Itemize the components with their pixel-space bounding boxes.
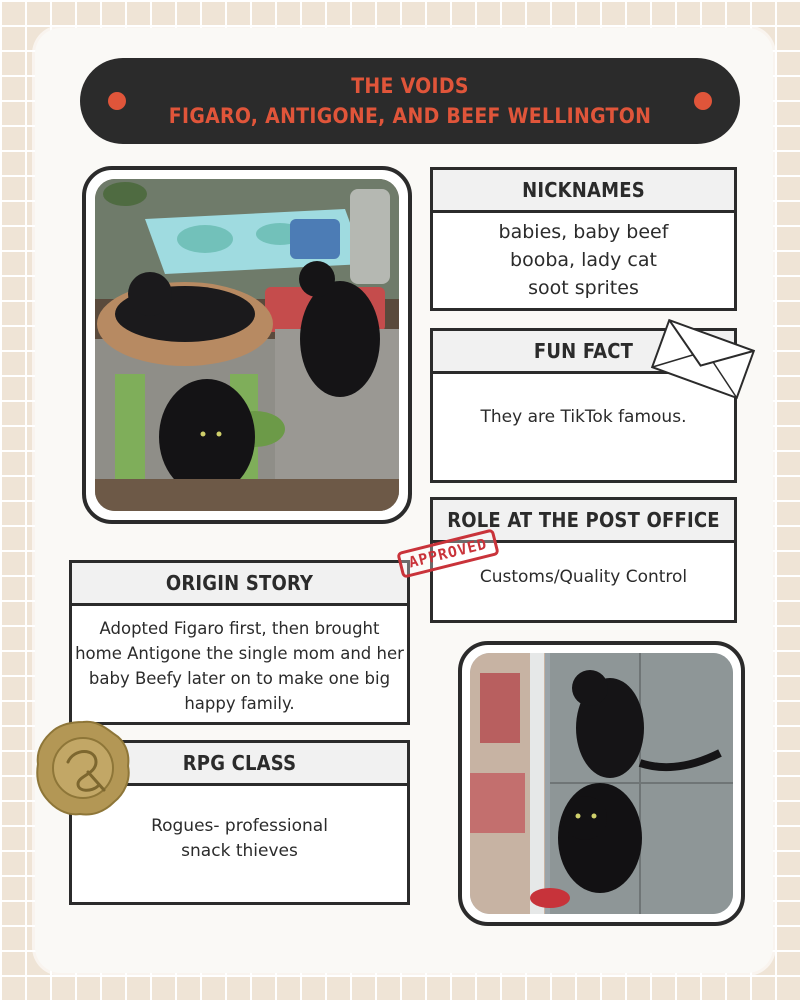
nicknames-body <box>433 213 734 302</box>
cats-on-tree-illustration <box>95 179 399 511</box>
banner-dot-left <box>108 92 126 110</box>
nicknames-heading: NICKNAMES <box>433 170 734 213</box>
cat-photo-2 <box>470 653 733 914</box>
nickname-line: soot sprites <box>528 277 639 299</box>
envelope-icon <box>648 318 758 400</box>
banner-title: THE VOIDS <box>351 74 469 98</box>
role-text: Customs/Quality Control <box>479 567 688 587</box>
approved-stamp-text: APPROVED <box>406 534 490 572</box>
fun-fact-heading: FUN FACT <box>433 331 734 374</box>
fun-fact-text: They are TikTok famous. <box>480 407 687 427</box>
origin-line: baby Beefy later on to make one big <box>88 669 391 688</box>
title-banner <box>80 58 740 144</box>
rpg-line: Rogues- professional <box>151 816 328 836</box>
origin-story-box <box>69 560 410 725</box>
rpg-class-heading: RPG CLASS <box>72 743 407 786</box>
role-heading: ROLE AT THE POST OFFICE <box>433 500 734 543</box>
cat-photo-frame-2 <box>458 641 745 926</box>
rpg-line: snack thieves <box>181 841 298 861</box>
banner-dot-right <box>694 92 712 110</box>
origin-line: Adopted Figaro first, then brought <box>99 619 380 638</box>
origin-story-body <box>72 606 407 716</box>
cats-by-door-illustration <box>470 653 733 914</box>
origin-line: happy family. <box>184 694 295 713</box>
cat-photo-frame-1 <box>82 166 412 524</box>
nickname-line: booba, lady cat <box>510 249 657 271</box>
cat-photo-1 <box>95 179 399 511</box>
banner-subtitle: FIGARO, ANTIGONE, AND BEEF WELLINGTON <box>168 104 652 128</box>
origin-line: home Antigone the single mom and her <box>75 644 404 663</box>
origin-story-heading: ORIGIN STORY <box>72 563 407 606</box>
wax-seal-icon <box>34 718 132 818</box>
nickname-line: babies, baby beef <box>498 221 669 243</box>
nicknames-box <box>430 167 737 311</box>
